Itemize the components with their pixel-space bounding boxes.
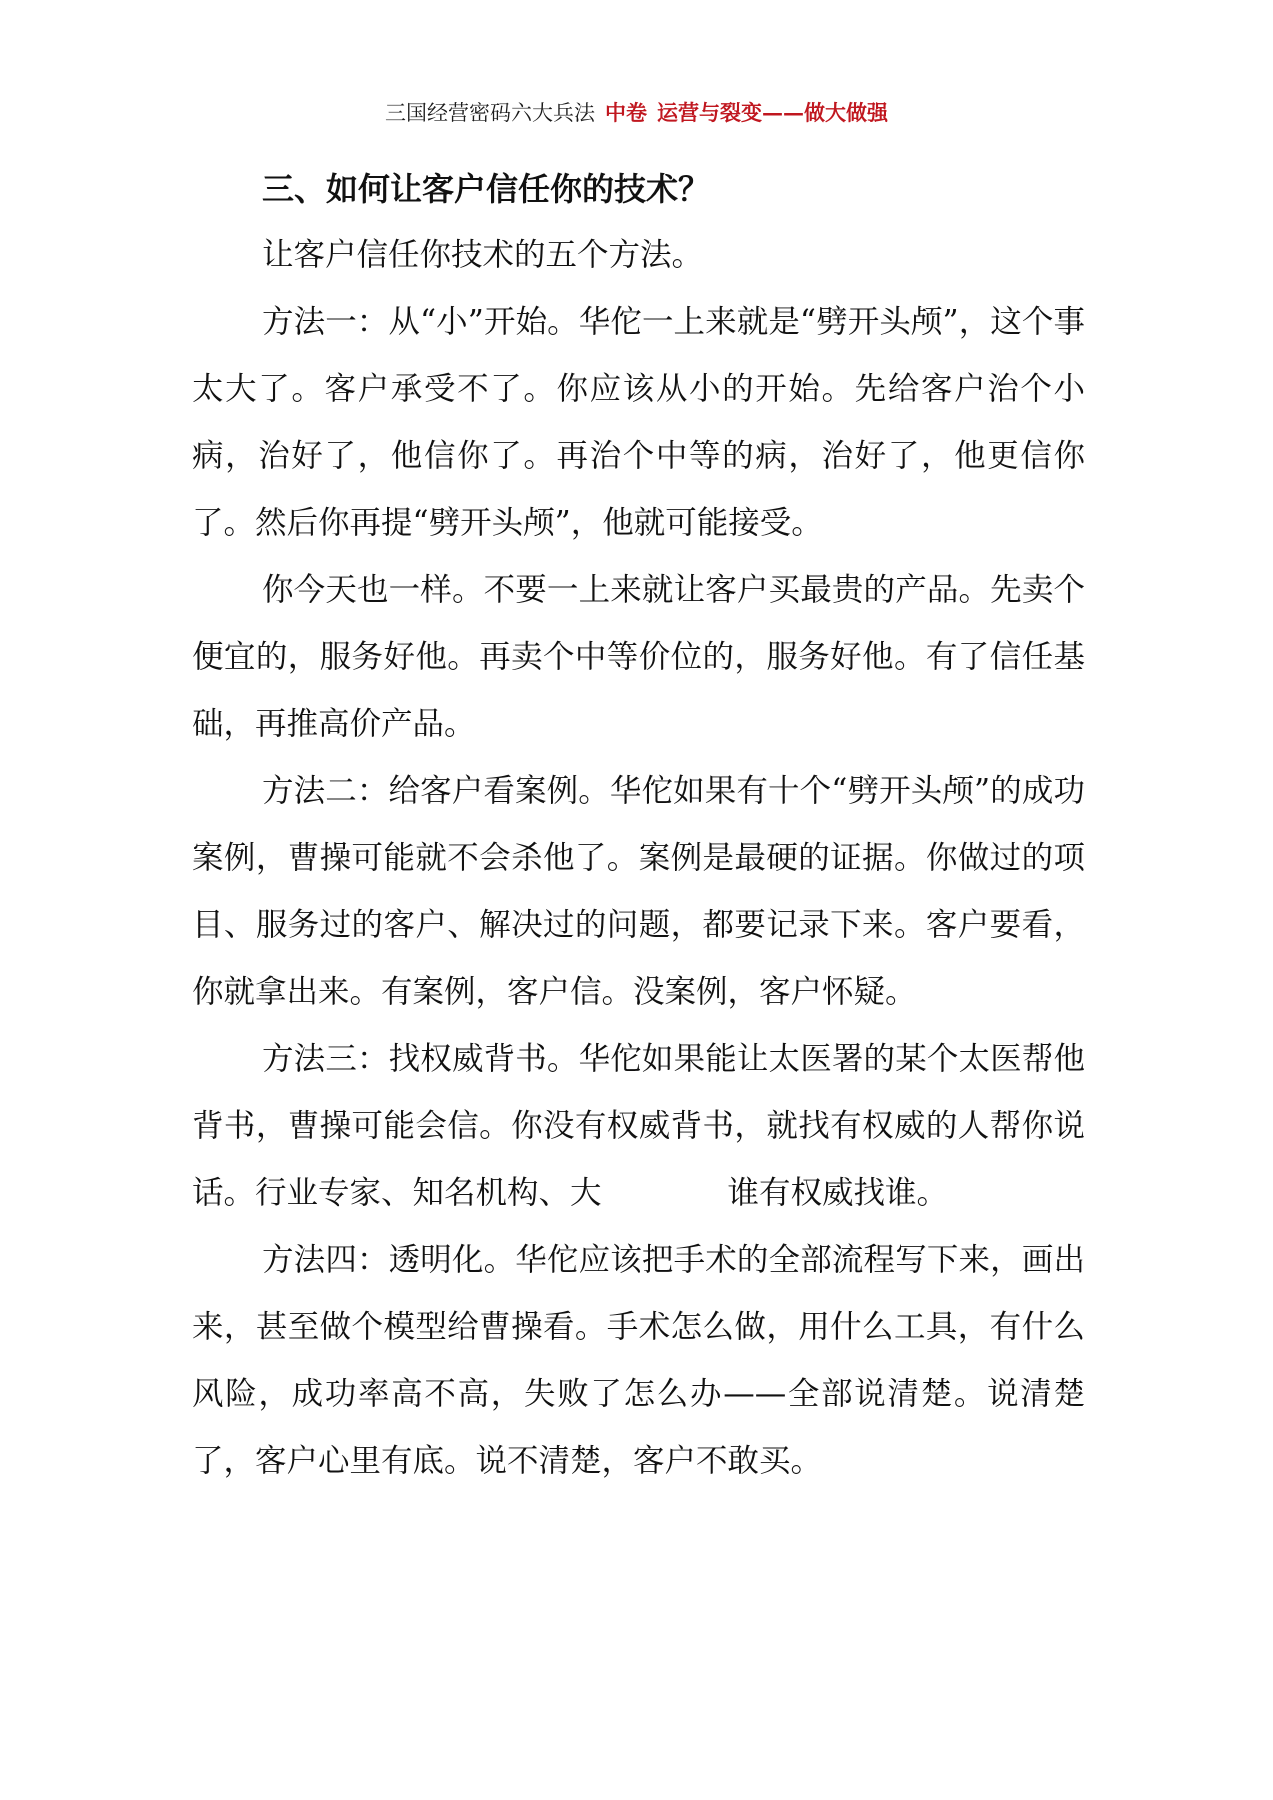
book-series-title: 三国经营密码六大兵法 bbox=[385, 101, 595, 125]
paragraph-method-three: 方法三：找权威背书。华佗如果能让太医署的某个太医帮他背书，曹操可能会信。你没有权威背书，就找有权威的人帮你说话。行业专家、知名机构、大 谁有权威找谁。 bbox=[192, 1041, 1085, 1211]
paragraph-intro: 让客户信任你技术的五个方法。 bbox=[262, 237, 704, 273]
section-heading: 三、如何让客户信任你的技术？ bbox=[262, 170, 711, 208]
page-body bbox=[192, 156, 1085, 1495]
running-header bbox=[0, 98, 1273, 128]
volume-label: 中卷 bbox=[605, 100, 647, 125]
paragraph-method-one: 方法一：从“小”开始。华佗一上来就是“劈开头颅”，这个事太大了。客户承受不了。你应该从小的开始。先给客户治个小病，治好了，他信你了。再治个中等的病，治好了，他更信你了。然后你再提“劈开头颅”，他就可能接受。 bbox=[192, 304, 1085, 541]
paragraph-method-one-application: 你今天也一样。不要一上来就让客户买最贵的产品。先卖个便宜的，服务好他。再卖个中等价位的，服务好他。有了信任基础，再推高价产品。 bbox=[192, 572, 1085, 742]
paragraph-method-two: 方法二：给客户看案例。华佗如果有十个“劈开头颅”的成功案例，曹操可能就不会杀他了。案例是最硬的证据。你做过的项目、服务过的客户、解决过的问题，都要记录下来。客户要看，你就拿出来。有案例，客户信。没案例，客户怀疑。 bbox=[192, 773, 1085, 1010]
paragraph-method-four: 方法四：透明化。华佗应该把手术的全部流程写下来，画出来，甚至做个模型给曹操看。手术怎么做，用什么工具，有什么风险，成功率高不高，失败了怎么办——全部说清楚。说清楚了，客户心里有底。说不清楚，客户不敢买。 bbox=[192, 1242, 1085, 1479]
volume-subtitle: 运营与裂变——做大做强 bbox=[657, 100, 888, 125]
